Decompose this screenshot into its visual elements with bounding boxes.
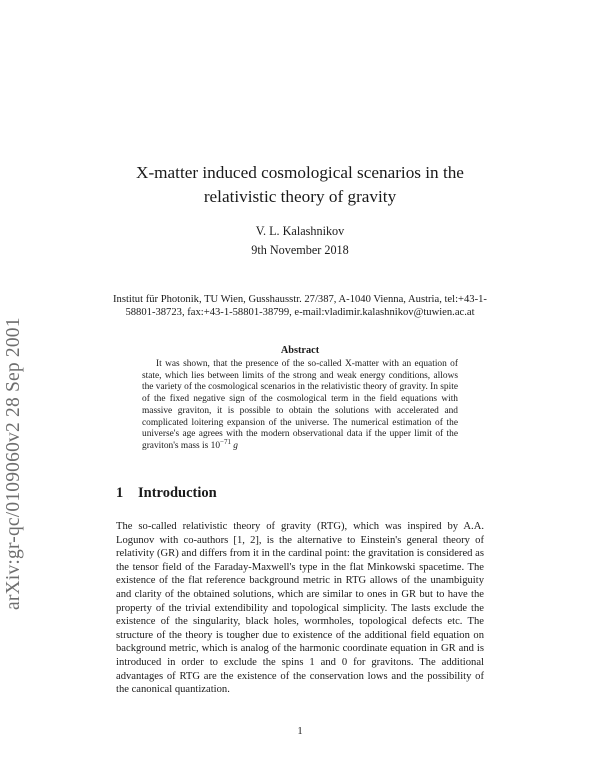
abstract-body-text: It was shown, that the presence of the so-called X-matter with an equation of state, which lies between limits of the strong and weak energy conditions, allows the variety of the cosmological scenarios in the relativistic theory of gravity. In spite of the fixed negative sign of the cosmological term in the field equations with massive graviton, it is possible to obtain the solutions with accelerated and complicated loitering expansion of the universe. The numerical estimation of the universe's age agrees with the modern observational data if the upper limit of the graviton's mass is: [142, 359, 458, 451]
arxiv-identifier-stamp: arXiv:gr-qc/0109060v2 28 Sep 2001: [3, 317, 24, 610]
graviton-mass-unit: g: [233, 440, 238, 451]
paper-date: 9th November 2018: [251, 243, 349, 257]
section-heading: [116, 485, 217, 502]
intro-paragraph: The so-called relativistic theory of gravity (RTG), which was inspired by A.A. Logunov with co-authors [1, 2], is the alternative to Einstein's general theory of relativity (GR) and differs from it in the cardinal point: the gravitation is considered as the tensor field of the Faraday-Maxwell's type in the flat Minkowski spacetime. The existence of the flat reference background metric in RTG allows of the unambiguity and clarity of the obtained solutions, which are similar to ones in GR but to have the property of the trivial extendibility and topological simplicity. The lasts exclude the existence of the singularity, black holes, wormholes, topological defects etc. The structure of the theory is tougher due to existence of the additional field equation on background metric, which is analog of the harmonic coordinate equation in GR and is introduced in order to exclude the spins 1 and 0 for gravitons. The additional advantages of RTG are the existence of the conservation lows and the possibility of the canonical quantization.: [116, 521, 484, 696]
graviton-mass-base: 10: [210, 440, 220, 451]
section-number: 1: [116, 485, 124, 501]
paper-title: X-matter induced cosmological scenarios in the relativistic theory of gravity: [136, 163, 464, 206]
section-title: Introduction: [138, 485, 217, 501]
abstract-heading: Abstract: [280, 345, 320, 356]
abstract-text: [142, 359, 458, 453]
page-number: 1: [297, 726, 303, 737]
graviton-mass-exponent: −71: [220, 437, 231, 446]
author-affiliation: Institut für Photonik, TU Wien, Gusshausstr. 27/387, A-1040 Vienna, Austria, tel:+43-1-58801-38723, fax:+43-1-58801-38799, e-mail:vladimir.kalashnikov@tuwien.ac.at: [113, 294, 487, 319]
author-name: V. L. Kalashnikov: [255, 224, 345, 238]
